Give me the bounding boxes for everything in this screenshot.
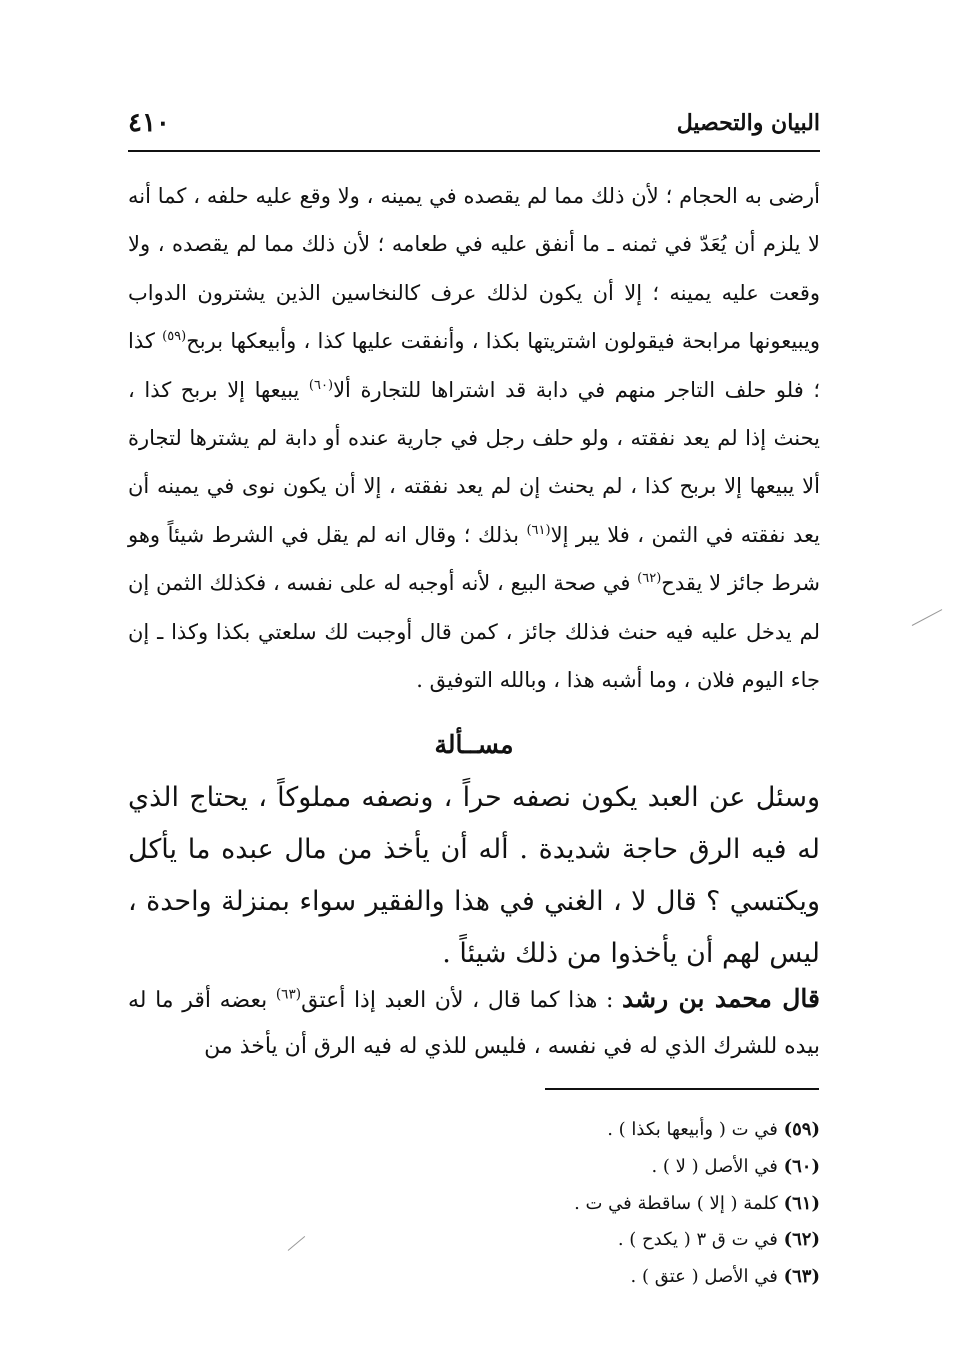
scan-mark: [912, 609, 942, 626]
header-rule: [128, 150, 820, 152]
running-title: البيان والتحصيل: [676, 110, 820, 136]
footnote-item: [128, 1186, 820, 1223]
footnote-text: في الأصل ( لا ) .: [651, 1155, 784, 1177]
page-number: ٤١٠: [128, 108, 170, 138]
footnote-text: في الأصل ( عتق ) .: [630, 1266, 784, 1288]
paragraph-2: وسئل عن العبد يكون نصفه حراً ، ونصفه مملوكاً ، يحتاج الذي له فيه الرق حاجة شديدة . أله أن يأخذ من مال عبده ما يأكل ويكتسي ؟ قال لا ، الغني في هذا والفقير سواء بمنزلة واحدة ، ليس لهم أن يأخذوا من ذلك شيئاً .: [128, 782, 820, 969]
footnote-number: (٦٠): [783, 1155, 820, 1177]
footnote-item: [128, 1149, 820, 1186]
paragraph-1-text-e: في صحة البيع ، لأنه أوجبه له على نفسه ، فكذلك الثمن إن لم يدخل عليه فيه حنث فذلك جائز ، كمن قال أوجبت لك سلعتي بكذا وكذا ـ إن جاء اليوم فلان ، وما أشبه هذا ، وبالله التوفيق .: [128, 571, 820, 693]
footnote-number: (٦١): [783, 1192, 820, 1214]
footnote-ref-61: (٦١): [526, 522, 551, 538]
footnote-ref-59: (٥٩): [162, 329, 187, 345]
footnote-number: (٦٣): [783, 1266, 820, 1288]
page-header: [128, 110, 820, 146]
footnote-ref-63: (٦٣): [275, 986, 302, 1003]
paragraph-3-text-a: : هذا كما قال ، لأن العبد إذا أعتق: [301, 988, 623, 1013]
footnote-item: [128, 1112, 820, 1149]
footnote-rule: [545, 1088, 819, 1090]
footnote-ref-60: (٦٠): [308, 377, 334, 393]
footnote-text: كلمة ( إلا ) ساقطة في ت .: [574, 1192, 784, 1214]
footnote-item: [128, 1259, 820, 1296]
footnote-text: في ت ( وأبيعها بكذا ) .: [607, 1119, 784, 1140]
footnote-number: (٥٩): [783, 1119, 820, 1140]
paragraph-1-text-c: يبيعها إلا بربح كذا ، يحنث إذا لم يعد نفقته ، ولو حلف رجل في جارية عنده أو دابة لم يشترها لتجارة ألا يبيعها إلا بربح كذا ، لم يحنث إن لم يعد نفقته ، إلا أن يكون نوى في يمينه أن يعد نفقته في الثمن ، فلا يبر إلا: [128, 377, 820, 547]
paragraph-1-text-d: بذلك ؛ وقال انه لم يقل في الشرط شيئاً وهو شرط جائز لا يقدح: [128, 522, 820, 596]
footnote-item: [128, 1222, 820, 1259]
footnote-ref-62: (٦٢): [637, 571, 662, 587]
section-title: مســألة: [434, 730, 514, 759]
paragraph-1-text-b: كذا ؛ فلو حلف التاجر منهم في دابة قد اشتراها للتجارة ألا: [128, 329, 820, 402]
paragraph-3: [128, 976, 820, 1070]
paragraph-1: [128, 172, 820, 704]
author-name: قال محمد بن رشد: [622, 984, 820, 1013]
paragraph-3-text-b: بعضه أقر ما له بيده للشرك الذي له في نفسه ، فليس للذي له فيه الرق أن يأخذ من: [128, 988, 820, 1059]
footnotes: [128, 1112, 820, 1296]
footnote-number: (٦٢): [783, 1229, 820, 1251]
paragraph-1-text-a: أرضى به الحجام ؛ لأن ذلك مما لم يقصده في يمينه ، ولا وقع عليه حلفه ، كما أنه لا يلزم أن يُعَدّ في ثمنه ـ ما أنفق عليه في طعامه ؛ لأن ذلك مما لم يقصده ، ولا وقعت عليه يمينه ؛ إلا أن يكون لذلك عرف كالنخاسين الذين يشترون الدواب ويبيعونها مرابحة فيقولون اشتريتها بكذا ، وأنفقت عليها كذا ، وأبيعكها بربح: [128, 184, 821, 354]
footnote-text: في ت ق ٣ ( يكدح ) .: [617, 1229, 784, 1251]
